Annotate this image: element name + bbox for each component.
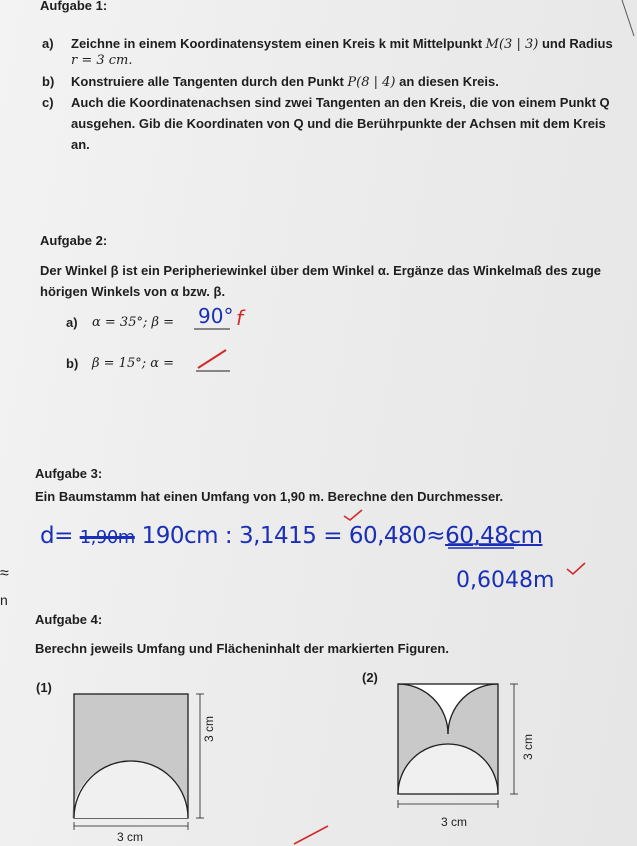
aufgabe2-a-mark: f: [236, 306, 244, 330]
aufgabe2-b-blank: [196, 344, 232, 374]
aufgabe2-a-label: a): [66, 315, 78, 330]
aufgabe3-hand-rest: 190cm : 3,1415 = 60,480: [141, 523, 427, 549]
aufgabe4-title: Aufgabe 4:: [35, 612, 103, 627]
aufgabe3-check-2: [565, 560, 587, 576]
aufgabe4-text: Berechn jeweils Umfang und Flächeninhalt der markierten Figuren.: [35, 641, 449, 656]
figure1-width-label: 3 cm: [117, 830, 144, 844]
aufgabe1-b-point: P(8 | 4): [347, 75, 396, 90]
aufgabe3-text: Ein Baumstamm hat einen Umfang von 1,90 m. Berechne den Durchmesser.: [35, 489, 504, 504]
figure1: [60, 690, 230, 830]
figure2: [390, 676, 540, 816]
aufgabe2-a-text: α = 35°; β =: [92, 315, 175, 330]
aufgabe1-a-text: [71, 36, 613, 53]
figure2-label: (2): [362, 670, 378, 685]
page-edge: [620, 0, 637, 40]
aufgabe2-b-label: b): [66, 356, 79, 371]
figure2-width-label: 3 cm: [441, 815, 468, 829]
aufgabe3-check-1: [342, 508, 364, 522]
aufgabe3-double-underline: [448, 542, 518, 550]
aufgabe3-hand-prefix: d=: [40, 523, 73, 549]
aufgabe2-a-blank: [194, 327, 234, 331]
aufgabe1-b-label: b): [42, 74, 55, 89]
correction-slash: [198, 350, 226, 368]
aufgabe1-b-text-2: an diesen Kreis.: [399, 74, 499, 89]
aufgabe2-b-text: β = 15°; α =: [92, 356, 175, 371]
aufgabe3-hand-struck: 1,90m: [79, 527, 135, 548]
aufgabe1-c-line2: ausgehen. Gib die Koordinaten von Q und die Berührpunkte der Achsen mit dem Kreis: [71, 116, 606, 131]
aufgabe1-a-point: M(3 | 3): [485, 37, 539, 52]
aufgabe1-a-label: a): [42, 36, 54, 51]
aufgabe1-b-text-1: Konstruiere alle Tangenten durch den Punkt: [71, 74, 344, 89]
aufgabe2-intro-line2: hörigen Winkels von α bzw. β.: [40, 284, 226, 299]
correction-tick-bottom: [292, 824, 332, 846]
aufgabe2-a-answer: 90°: [198, 304, 234, 328]
aufgabe1-c-line1: Auch die Koordinatenachsen sind zwei Tangenten an den Kreis, die von einem Punkt Q: [71, 95, 610, 110]
aufgabe1-b-text: [71, 74, 499, 91]
aufgabe3-hand-line2: 0,6048m: [456, 568, 555, 593]
aufgabe1-a-text-1: Zeichne in einem Koordinatensystem einen Kreis k mit Mittelpunkt: [71, 36, 483, 51]
margin-mark-2: n: [0, 592, 8, 608]
figure1-label: (1): [36, 680, 52, 695]
aufgabe1-a-radius: r = 3 cm.: [71, 53, 133, 68]
figure2-height-label: 3 cm: [521, 733, 535, 760]
aufgabe1-c-label: c): [42, 95, 54, 110]
aufgabe1-c-line3: an.: [71, 137, 90, 152]
aufgabe2-intro-line1: Der Winkel β ist ein Peripheriewinkel über dem Winkel α. Ergänze das Winkelmaß des zuge: [40, 263, 602, 278]
aufgabe3-title: Aufgabe 3:: [35, 466, 103, 481]
figure1-height-label: 3 cm: [202, 715, 216, 742]
aufgabe1-a-text-2: und Radius: [541, 36, 613, 51]
aufgabe2-title: Aufgabe 2:: [40, 233, 108, 248]
aufgabe3-hand-result: 60,48cm: [445, 523, 543, 549]
aufgabe3-hand-approx: ≈: [426, 523, 446, 549]
aufgabe1-title: Aufgabe 1:: [40, 0, 108, 13]
margin-mark-1: ≈: [0, 565, 9, 582]
